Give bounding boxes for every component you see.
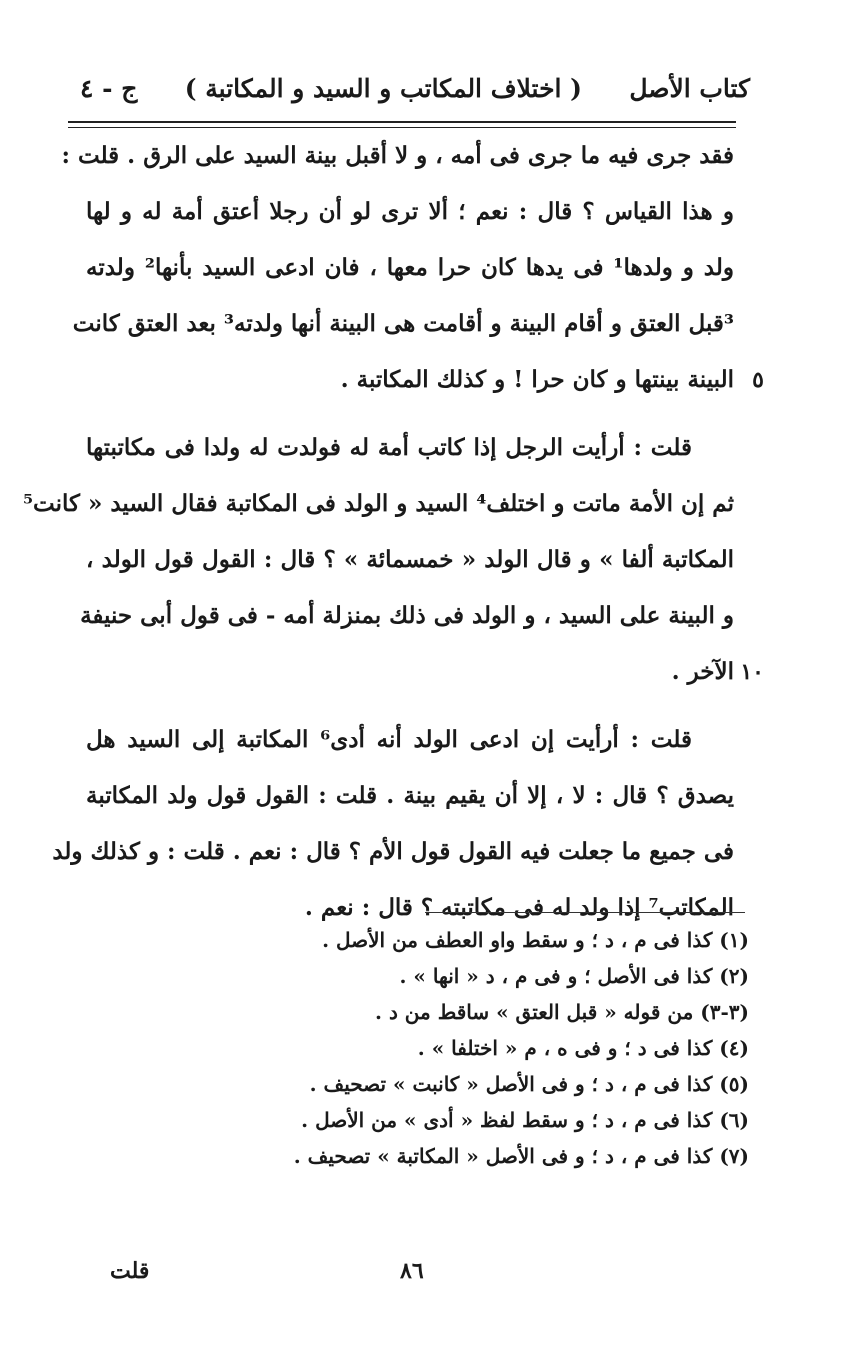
footnotes: [189, 922, 749, 1174]
text-line: ولد و ولدها¹ فى يدها كان حرا معها ، فان ادعى السيد بأنها² ولدته: [86, 254, 734, 281]
footnote: (٣-٣) من قوله « قبل العتق » ساقط من د .: [375, 1000, 749, 1024]
text-line: فقد جرى فيه ما جرى فى أمه ، و لا أقبل بينة السيد على الرق . قلت :: [61, 142, 734, 169]
text-line: و البينة على السيد ، و الولد فى ذلك بمنزلة أمه - فى قول أبى حنيفة: [80, 602, 734, 629]
book-title: كتاب الأصل: [629, 73, 750, 103]
footnote: (٥) كذا فى م ، د ؛ و فى الأصل « كانبت » تصحيف .: [309, 1072, 749, 1096]
footnote: (٢) كذا فى الأصل ؛ و فى م ، د « انها » .: [399, 964, 749, 988]
text-line: و هذا القياس ؟ قال : نعم ؛ ألا ترى لو أن رجلا أعتق أمة له و لها: [86, 198, 734, 225]
volume-number: ج - ٤: [80, 73, 138, 103]
footnote: (١) كذا فى م ، د ؛ و سقط واو العطف من الأصل .: [322, 928, 749, 952]
text-line: المكاتبة ألفا » و قال الولد « خمسمائة » ؟ قال : القول قول الولد ،: [86, 546, 734, 573]
header-rule-thick: [68, 121, 736, 123]
footnote-separator: [425, 912, 745, 913]
page-footer: [100, 1258, 720, 1298]
main-text: [22, 128, 764, 936]
text-line: ثم إن الأمة ماتت و اختلف⁴ السيد و الولد فى المكاتبة فقال السيد « كانت⁵: [22, 490, 734, 517]
text-line: قلت : أرأيت الرجل إذا كاتب أمة له فولدت له ولدا فى مكاتبتها: [86, 434, 692, 461]
text-line: ³قبل العتق و أقام البينة و أقامت هى البينة أنها ولدته³ بعد العتق كانت: [72, 310, 734, 337]
line-number: ١٠: [740, 659, 764, 685]
text-line: فى جميع ما جعلت فيه القول قول الأم ؟ قال : نعم . قلت : و كذلك ولد: [52, 838, 734, 865]
footnote: (٧) كذا فى م ، د ؛ و فى الأصل « المكاتبة » تصحيف .: [293, 1144, 749, 1168]
line-number: ٥: [752, 367, 764, 393]
text-line: الآخر . ١٠: [86, 644, 734, 700]
footnote: (٦) كذا فى م ، د ؛ و سقط لفظ « أدى » من الأصل .: [301, 1108, 749, 1132]
text-line: المكاتب⁷ إذا ولد له فى مكاتبته ؟ قال : نعم .: [304, 894, 734, 921]
running-header: [80, 62, 750, 114]
footnote: (٤) كذا فى د ؛ و فى ه ، م « اختلفا » .: [417, 1036, 749, 1060]
text-line: قلت : أرأيت إن ادعى الولد أنه أدى⁶ المكاتبة إلى السيد هل: [86, 726, 692, 753]
text-line: يصدق ؟ قال : لا ، إلا أن يقيم بينة . قلت : القول قول ولد المكاتبة: [86, 782, 734, 809]
page-number: ٨٦: [400, 1258, 424, 1284]
catchword: قلت: [110, 1258, 150, 1284]
text-line: البينة بينتها و كان حرا ! و كذلك المكاتبة . ٥: [86, 352, 734, 408]
chapter-title: ( اختلاف المكاتب و السيد و المكاتبة ): [184, 73, 583, 103]
